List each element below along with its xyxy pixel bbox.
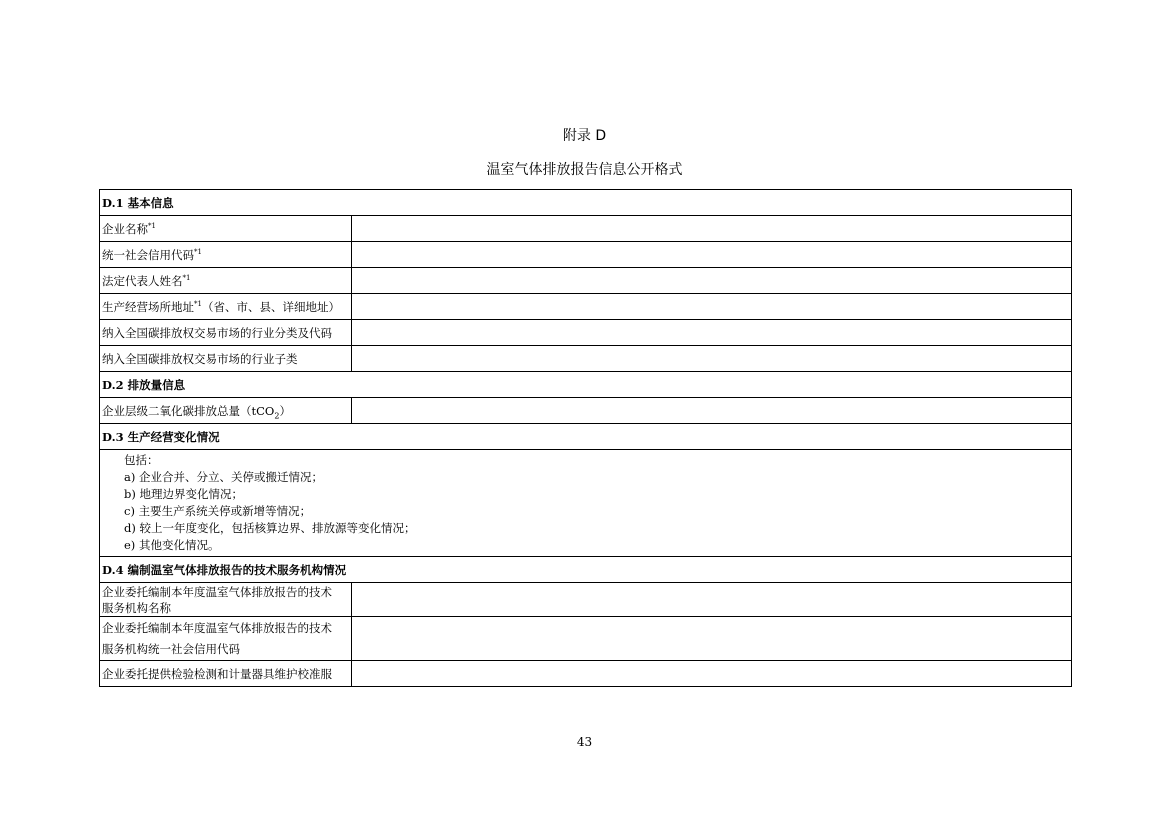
list-item: b) 地理边界变化情况；: [124, 487, 244, 501]
value-cell-address[interactable]: [352, 294, 1072, 320]
row-label-total-emissions: 企业层级二氧化碳排放总量（tCO$_2$）: [100, 398, 352, 424]
section-d4-heading: D.4 编制温室气体排放报告的技术服务机构情况: [100, 557, 1072, 583]
value-cell-agency-name[interactable]: [352, 583, 1072, 617]
value-cell-industry-subclass[interactable]: [352, 346, 1072, 372]
row-label-credit-code: 统一社会信用代码$^{*1}$: [100, 242, 352, 268]
table-row: [100, 216, 1072, 242]
section-d3-heading: D.3 生产经营变化情况: [100, 424, 1072, 450]
table-row: [100, 583, 1072, 617]
appendix-title: 附录 D: [562, 128, 607, 144]
list-item: d) 较上一年度变化，包括核算边界、排放源等变化情况；: [124, 521, 416, 535]
table-row: [100, 450, 1072, 557]
value-cell-legal-rep[interactable]: [352, 268, 1072, 294]
disclosure-table: [99, 189, 1072, 687]
table-row: [100, 617, 1072, 661]
row-label-industry-subclass: 纳入全国碳排放权交易市场的行业子类: [100, 346, 352, 372]
value-cell-total-emissions[interactable]: [352, 398, 1072, 424]
row-label-address: 生产经营场所地址$^{*1}$（省、市、县、详细地址）: [100, 294, 352, 320]
list-item: e) 其他变化情况。: [124, 538, 220, 552]
value-cell-credit-code[interactable]: [352, 242, 1072, 268]
row-label-company-name: 企业名称$^{*1}$: [100, 216, 352, 242]
table-row: [100, 661, 1072, 687]
row-label-agency-name: 企业委托编制本年度温室气体排放报告的技术 服务机构名称: [100, 583, 352, 617]
row-label-legal-rep: 法定代表人姓名$^{*1}$: [100, 268, 352, 294]
table-row: [100, 242, 1072, 268]
table-row: [100, 268, 1072, 294]
value-cell-company-name[interactable]: [352, 216, 1072, 242]
section-d4-header: [100, 557, 1072, 583]
value-cell-industry-code[interactable]: [352, 320, 1072, 346]
section-d2-heading: D.2 排放量信息: [100, 372, 1072, 398]
production-change-content[interactable]: [100, 450, 1072, 557]
list-item: c) 主要生产系统关停或新增等情况；: [124, 504, 312, 518]
row-label-agency-code: 企业委托编制本年度温室气体排放报告的技术 服务机构统一社会信用代码: [100, 617, 352, 661]
value-cell-calibration-service[interactable]: [352, 661, 1072, 687]
section-d2-header: [100, 372, 1072, 398]
table-row: [100, 346, 1072, 372]
page-number: 43: [576, 735, 593, 749]
table-row: [100, 398, 1072, 424]
section-d1-header: [100, 190, 1072, 216]
section-d1-heading: D.1 基本信息: [100, 190, 1072, 216]
section-d3-header: [100, 424, 1072, 450]
table-row: [100, 320, 1072, 346]
table-row: [100, 294, 1072, 320]
list-item: a) 企业合并、分立、关停或搬迁情况；: [124, 470, 323, 484]
list-intro: 包括：: [124, 453, 159, 467]
row-label-calibration-service: 企业委托提供检验检测和计量器具维护校准服: [100, 661, 352, 687]
row-label-industry-code: 纳入全国碳排放权交易市场的行业分类及代码: [100, 320, 352, 346]
document-title: 温室气体排放报告信息公开格式: [486, 162, 683, 178]
value-cell-agency-code[interactable]: [352, 617, 1072, 661]
